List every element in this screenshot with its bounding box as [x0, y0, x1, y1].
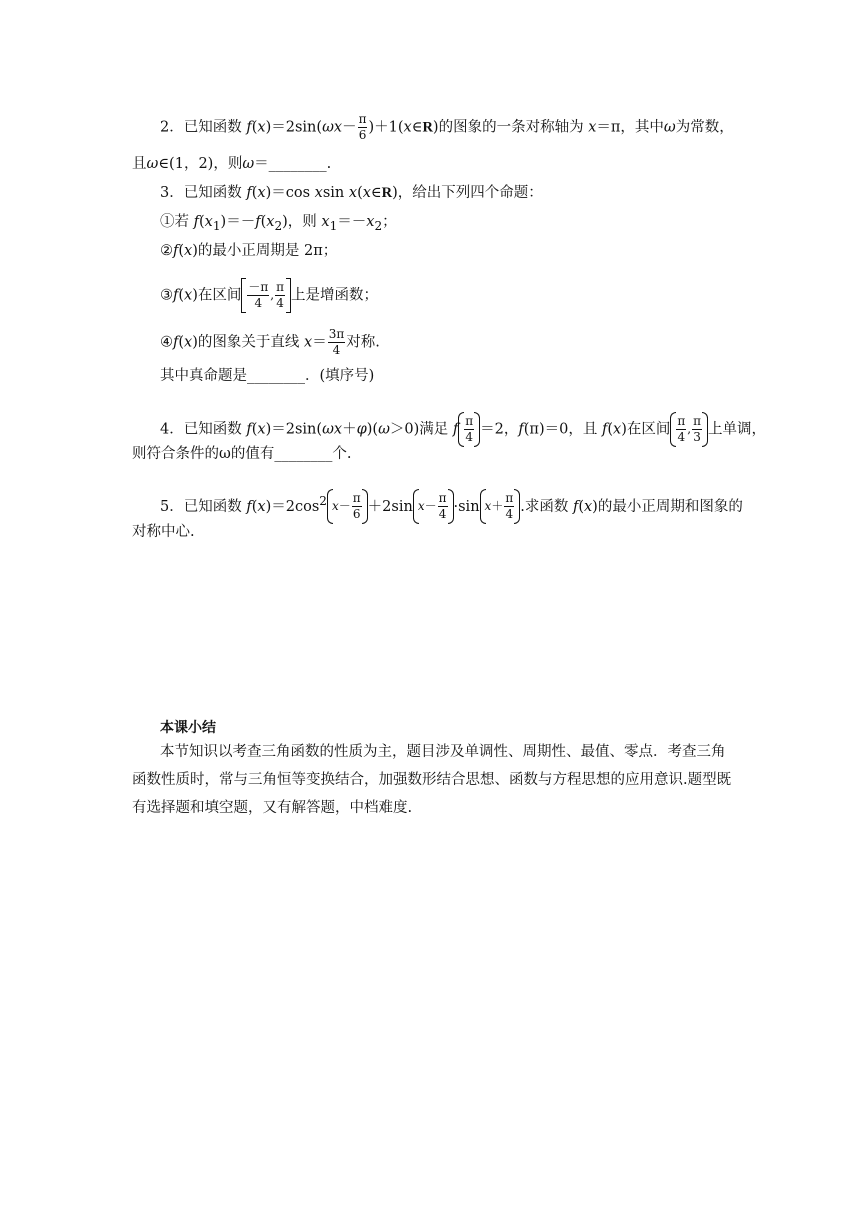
text: 3．已知函数: [160, 185, 247, 201]
subscript: 2: [374, 218, 383, 233]
subscript: 1: [212, 218, 221, 233]
text: )的图象的一条对称轴为: [432, 119, 589, 136]
denominator: 4: [505, 507, 514, 522]
var-x: x: [304, 334, 313, 351]
var-omega: ω: [378, 421, 390, 438]
text: .求函数: [520, 498, 573, 515]
proposition-1: ①若 $f(x_1)=-f(x_2)$，则 $x_1=-x_2$；: [160, 214, 397, 233]
var-x: x: [484, 499, 492, 514]
var-x: x: [583, 498, 593, 515]
text: ＋: [342, 421, 357, 438]
interval-paren: $\frac{\pi}{4}$ , $\frac{\pi}{3}$: [670, 414, 708, 445]
var-x: x: [331, 499, 339, 514]
text: 上单调，: [707, 421, 766, 438]
var-x: x: [348, 185, 358, 201]
proposition-3: ③f(x)在区间 $\frac{-\pi}{4}$ , $\frac{\pi}{4}$ 上是增函数；: [160, 280, 379, 310]
denominator: 4: [254, 296, 263, 310]
text: 5．已知函数: [160, 498, 247, 515]
text: ＝0，且: [544, 421, 602, 438]
var-x: x: [257, 421, 266, 438]
fraction-neg-pi-over-4: [247, 280, 269, 311]
summary-body: 本节知识以考查三角函数的性质为主，题目涉及单调性、周期性、最值、零点．考查三角函数性质时，常与三角恒等变换结合，加强数形结合思想、函数与方程思想的应用意识.题型既有选择题和填空题，又有解答题，中档难度.: [132, 744, 732, 816]
text: ∈(1，2)，则: [158, 156, 243, 172]
problem-4-line-1: 4．已知函数 f(x)＝2sin(ωx＋φ)(ω＞0)满足 f $\frac{\pi}{4}$ ＝2，f(π)＝0，且 f(x)在区间 $\frac{\pi}{4}$ , $\frac{\pi}{3}$ 上单调，: [160, 414, 766, 444]
problem-3-intro: 3．已知函数 f(x)＝cos xsin x(x∈R)，给出下列四个命题：: [160, 185, 543, 201]
var-x: x: [362, 185, 371, 201]
var-x: x: [613, 421, 622, 438]
numerator: π: [438, 491, 447, 506]
fraction-pi-over-4: [464, 414, 474, 445]
text: 在区间: [197, 287, 242, 304]
var-omega: ω: [663, 119, 676, 136]
problem-5-line-2: [132, 522, 195, 542]
text: sin: [322, 185, 349, 201]
text: ＝π，其中: [596, 119, 664, 136]
denominator: 4: [276, 296, 284, 310]
var-x: x: [417, 499, 425, 514]
text: ∈: [411, 119, 423, 136]
denominator: 3: [693, 430, 701, 444]
text: ＞0)满足: [389, 421, 453, 438]
text: 为常数，: [675, 119, 734, 136]
subscript: 1: [329, 218, 338, 233]
text: ；: [382, 214, 397, 230]
denominator: 4: [465, 430, 474, 444]
fraction-pi-over-6: [358, 112, 368, 143]
var-f: f: [518, 421, 524, 438]
fraction-pi-over-6: [352, 491, 362, 522]
problem-2-line-2: [132, 154, 331, 174]
problem-5-line-1: 5．已知函数 $f(x)=2\cos^2$ x－ $\frac{\pi}{6}$ ＋2sin x－ $\frac{\pi}{4}$ ·sin x＋ $\frac{\pi}{4}$ .求函数 f(x)的最小正周期和图象的: [160, 491, 743, 522]
var-omega: ω: [242, 156, 255, 172]
var-x: x: [333, 421, 343, 438]
paren-group: x＋ $\frac{\pi}{4}$: [480, 491, 521, 522]
text: ＋2sin: [367, 498, 413, 515]
numerator: π: [693, 414, 701, 428]
paren-group: [458, 414, 480, 445]
proposition-2: ②f(x)的最小正周期是 2π；: [160, 243, 338, 259]
text: 2．已知函数: [160, 119, 247, 136]
denominator: 6: [358, 128, 367, 142]
text: 其中真命题是________．(填序号): [160, 368, 375, 384]
denominator: 4: [438, 507, 447, 522]
reals-symbol: R: [422, 119, 433, 136]
numerator: π: [358, 112, 367, 126]
text: 的最小正周期和图象的: [597, 498, 743, 515]
var-omega: ω: [146, 156, 159, 172]
var-x: x: [184, 243, 193, 259]
fraction-pi-over-4: [676, 414, 686, 445]
answer-blank: ＝________.: [254, 156, 332, 172]
var-x: x: [321, 214, 330, 230]
text: ＝2sin(: [271, 421, 323, 438]
text: ＝2cos: [271, 498, 320, 515]
var-x: x: [257, 185, 266, 201]
numerator: 3π: [328, 327, 345, 341]
denominator: 4: [677, 430, 686, 444]
paren-group: x－ $\frac{\pi}{4}$: [413, 491, 454, 522]
text: 上是增函数；: [291, 287, 379, 304]
var-f: f: [173, 287, 179, 304]
var-x: x: [366, 214, 375, 230]
text: ③: [160, 287, 173, 304]
var-x: x: [588, 119, 597, 136]
text: －: [342, 119, 357, 136]
text: ＝－: [226, 214, 256, 230]
text: ＝cos: [271, 185, 315, 201]
var-f: f: [193, 214, 199, 230]
text: ②: [160, 243, 173, 259]
var-f: f: [246, 119, 252, 136]
var-f: f: [601, 421, 608, 438]
text: 对称.: [346, 334, 380, 351]
fraction-pi-over-4: [504, 491, 514, 522]
numerator: π: [677, 414, 686, 428]
text: 且: [132, 156, 147, 172]
subscript: 2: [274, 218, 283, 233]
summary-text: [132, 738, 732, 822]
text: )＋1(: [368, 119, 404, 136]
text: ＝: [312, 334, 327, 351]
var-omega: ω: [322, 421, 334, 438]
denominator: 6: [352, 507, 361, 522]
fraction-pi-over-4: [275, 280, 285, 311]
proposition-4: ④f(x)的图象关于直线 x＝ $\frac{3\pi}{4}$ 对称.: [160, 327, 380, 357]
var-f: f: [246, 498, 252, 515]
var-f: f: [173, 243, 179, 259]
var-x: x: [266, 214, 275, 230]
numerator: π: [465, 414, 474, 428]
var-f: f: [246, 421, 252, 438]
denominator: 4: [332, 343, 341, 357]
var-x: x: [184, 287, 193, 304]
var-f: f: [452, 421, 459, 438]
var-x: x: [314, 185, 323, 201]
paren-group: x－ $\frac{\pi}{6}$: [327, 491, 368, 522]
text: ·sin: [453, 498, 480, 515]
fraction-pi-over-3: [692, 414, 702, 445]
problem-3-question: [160, 366, 374, 386]
text: 则符合条件的ω的值有________个.: [132, 446, 352, 462]
fraction-pi-over-4: [438, 491, 448, 522]
reals-symbol: R: [381, 185, 393, 201]
numerator: π: [276, 280, 285, 294]
text: ＝－: [337, 214, 367, 230]
var-f: f: [246, 185, 252, 201]
var-f: f: [173, 334, 179, 351]
text: 的最小正周期是 2π；: [197, 243, 338, 259]
var-x: x: [257, 498, 266, 515]
text: ，则: [287, 214, 322, 230]
text: ∈: [370, 185, 382, 201]
var-f: f: [572, 498, 579, 515]
var-x: x: [184, 334, 193, 351]
text: )(: [366, 421, 379, 438]
var-omega: ω: [322, 119, 334, 136]
text: 对称中心.: [132, 524, 195, 540]
superscript: 2: [319, 494, 327, 508]
var-x: x: [257, 119, 266, 136]
interval-bracket: $\frac{-\pi}{4}$ , $\frac{\pi}{4}$: [241, 280, 291, 311]
var-phi: φ: [356, 421, 367, 438]
numerator: －π: [248, 280, 269, 294]
problem-4-line-2: [132, 444, 351, 464]
numerator: π: [352, 491, 361, 506]
text: )，给出下列四个命题：: [392, 185, 543, 201]
var-f: f: [255, 214, 261, 230]
text: ①若: [160, 214, 194, 230]
text: ＝2，: [480, 421, 519, 438]
var-x: x: [204, 214, 213, 230]
text: 4．已知函数: [160, 421, 247, 438]
var-x: x: [403, 119, 412, 136]
numerator: π: [505, 491, 514, 506]
summary-title: 本课小结: [160, 720, 216, 736]
problem-2-line-1: 2．已知函数 f(x)＝2sin(ωx－ $\frac{\pi}{6}$ )＋1(x∈R)的图象的一条对称轴为 x＝π，其中ω为常数，: [160, 112, 734, 142]
text: ④: [160, 334, 173, 351]
var-x: x: [333, 119, 343, 136]
fraction-3pi-over-4: [328, 327, 346, 358]
text: 的图象关于直线: [197, 334, 305, 351]
text: 在区间: [626, 421, 671, 438]
text: ＝2sin(: [271, 119, 323, 136]
